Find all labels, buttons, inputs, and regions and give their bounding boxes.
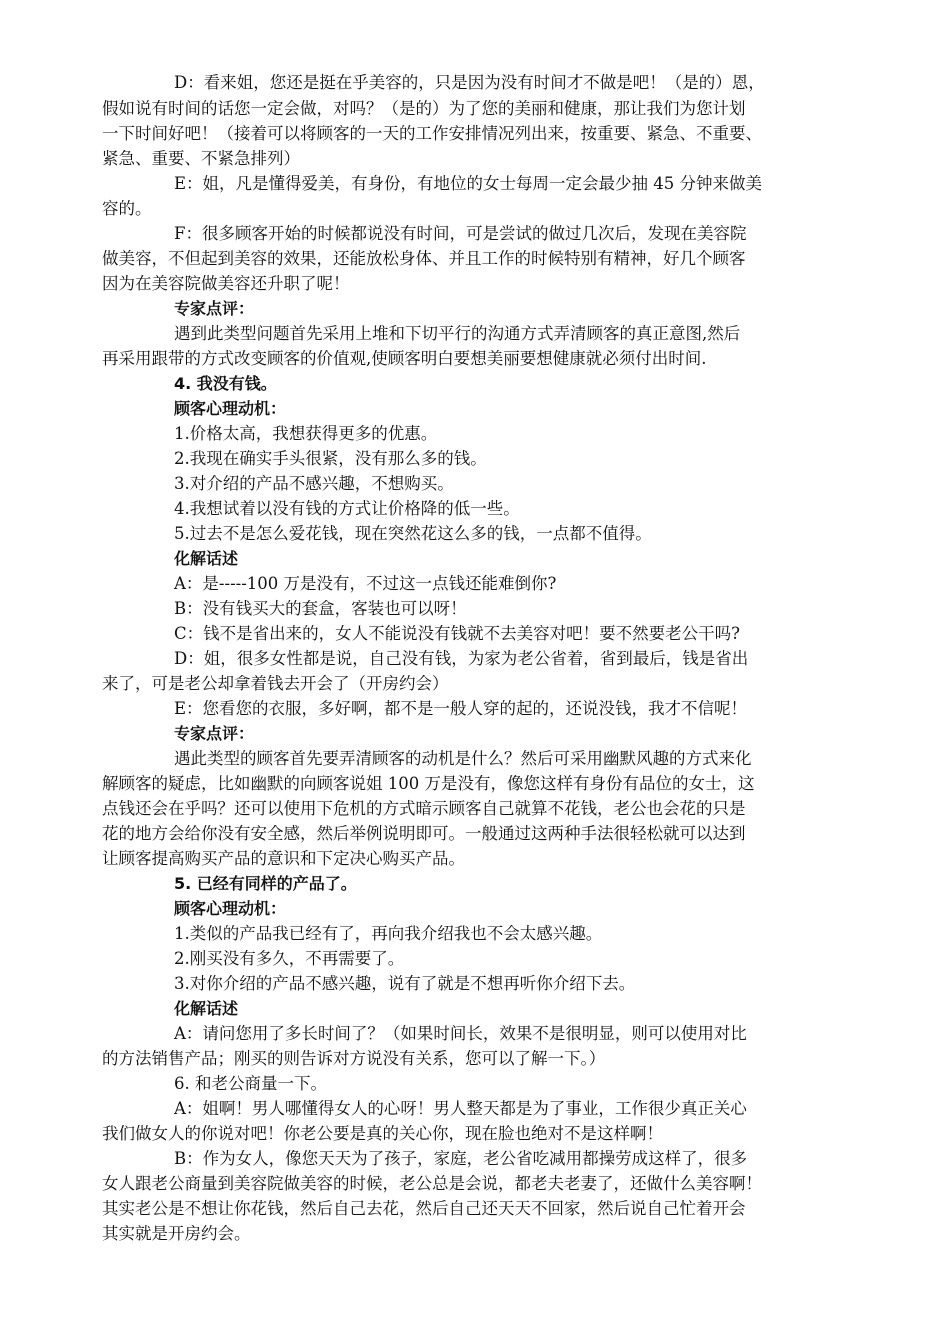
section-heading: 顾客心理动机： — [174, 399, 287, 418]
list-item: 2.刚买没有多久，不再需要了。 — [174, 949, 405, 968]
text-line: 紧急、重要、不紧急排列） — [102, 149, 300, 168]
text-line: 女人跟老公商量到美容院做美容的时候，老公总是会说，都老夫老妻了，还做什么美容啊！ — [102, 1174, 762, 1193]
text-line: 其实老公是不想让你花钱，然后自己去花，然后自己还天天不回家，然后说自己忙着开会 — [102, 1199, 746, 1218]
text-line: 遇到此类型问题首先采用上堆和下切平行的沟通方式弄清顾客的真正意图,然后 — [174, 324, 741, 343]
section-heading: 顾客心理动机： — [174, 899, 287, 918]
text-line: 我们做女人的你说对吧！你老公要是真的关心你，现在脸也绝对不是这样啊！ — [102, 1124, 663, 1143]
list-item: 3.对你介绍的产品不感兴趣，说有了就是不想再听你介绍下去。 — [174, 974, 636, 993]
list-item: 4.我想试着以没有钱的方式让价格降的低一些。 — [174, 499, 520, 518]
list-item: 2.我现在确实手头很紧，没有那么多的钱。 — [174, 449, 487, 468]
text-line: D：姐，很多女性都是说，自己没有钱，为家为老公省着，省到最后，钱是省出 — [174, 649, 749, 668]
text-line: F：很多顾客开始的时候都说没有时间，可是尝试的做过几次后，发现在美容院 — [174, 224, 747, 243]
text-line: A：是-----100 万是没有，不过这一点钱还能难倒你? — [174, 574, 557, 593]
text-line: 因为在美容院做美容还升职了呢！ — [102, 274, 350, 293]
section-heading: 化解话述 — [174, 999, 239, 1018]
text-line: 容的。 — [102, 199, 152, 218]
list-item: 3.对介绍的产品不感兴趣，不想购买。 — [174, 474, 454, 493]
text-line: B：作为女人，像您天天为了孩子，家庭，老公省吃减用都操劳成这样了，很多 — [174, 1149, 748, 1168]
text-line: 一下时间好吧！（接着可以将顾客的一天的工作安排情况列出来，按重要、紧急、不重要、 — [102, 124, 762, 143]
section-heading: 专家点评： — [174, 299, 255, 318]
text-line: B：没有钱买大的套盒，客装也可以呀！ — [174, 599, 467, 618]
list-item: 1.类似的产品我已经有了，再向我介绍我也不会太感兴趣。 — [174, 924, 603, 943]
text-line: 花的地方会给你没有安全感，然后举例说明即可。一般通过这两种手法很轻松就可以达到 — [102, 824, 746, 843]
text-line: 其实就是开房约会。 — [102, 1224, 251, 1243]
list-item: 1.价格太高，我想获得更多的优惠。 — [174, 424, 438, 443]
text-line: 点钱还会在乎吗？还可以使用下危机的方式暗示顾客自己就算不花钱，老公也会花的只是 — [102, 799, 746, 818]
text-line: 解顾客的疑虑，比如幽默的向顾客说姐 100 万是没有，像您这样有身份有品位的女士，这 — [102, 774, 755, 793]
text-line: E：姐，凡是懂得爱美，有身份，有地位的女士每周一定会最少抽 45 分钟来做美 — [174, 174, 763, 193]
text-line: 做美容，不但起到美容的效果，还能放松身体、并且工作的时候特别有精神，好几个顾客 — [102, 249, 746, 268]
text-line: 来了，可是老公却拿着钱去开会了（开房约会） — [102, 674, 449, 693]
text-line: 遇此类型的顾客首先要弄清顾客的动机是什么？然后可采用幽默风趣的方式来化 — [174, 749, 752, 768]
text-line: A：姐啊！男人哪懂得女人的心呀！男人整天都是为了事业，工作很少真正关心 — [174, 1099, 747, 1118]
text-line: A：请问您用了多长时间了？（如果时间长，效果不是很明显，则可以使用对比 — [174, 1024, 747, 1043]
text-line: 假如说有时间的话您一定会做，对吗？（是的）为了您的美丽和健康，那让我们为您计划 — [102, 99, 746, 118]
section-heading: 4. 我没有钱。 — [174, 374, 277, 393]
text-line: C：钱不是省出来的，女人不能说没有钱就不去美容对吧！要不然要老公干吗? — [174, 624, 740, 643]
text-line: 再采用跟带的方式改变顾客的价值观,使顾客明白要想美丽要想健康就必须付出时间. — [102, 349, 707, 368]
list-item: 5.过去不是怎么爱花钱，现在突然花这么多的钱，一点都不值得。 — [174, 524, 652, 543]
section-heading: 专家点评： — [174, 724, 255, 743]
text-line: D：看来姐，您还是挺在乎美容的，只是因为没有时间才不做是吧！（是的）恩， — [174, 73, 765, 92]
text-line: 的方法销售产品；刚买的则告诉对方说没有关系，您可以了解一下。） — [102, 1049, 606, 1068]
section-heading: 5. 已经有同样的产品了。 — [174, 874, 357, 893]
section-heading: 化解话述 — [174, 549, 239, 568]
text-line: 让顾客提高购买产品的意识和下定决心购买产品。 — [102, 849, 465, 868]
text-line: E：您看您的衣服，多好啊，都不是一般人穿的起的，还说没钱，我才不信呢！ — [174, 699, 748, 718]
text-line: 6. 和老公商量一下。 — [174, 1074, 327, 1093]
